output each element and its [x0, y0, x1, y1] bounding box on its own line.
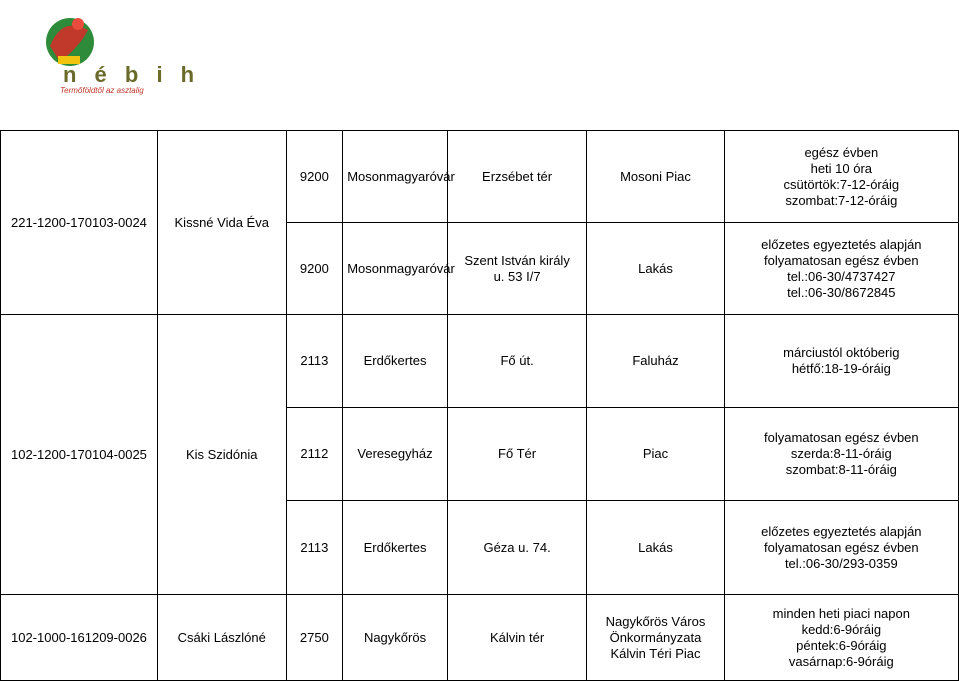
address: Fő Tér — [447, 408, 587, 501]
page-title — [378, 8, 598, 68]
location: Nagykőrös Város Önkormányzata Kálvin Téri Piac — [587, 595, 724, 681]
opening-hours: előzetes egyeztetés alapján folyamatosan egész évben tel.:06-30/293-0359 — [724, 501, 958, 595]
opening-hours: egész évben heti 10 óra csütörtök:7-12-óráig szombat:7-12-óráig — [724, 131, 958, 223]
location: Piac — [587, 408, 724, 501]
registration-id: 102-1000-161209-0026 — [1, 595, 158, 681]
logo-tagline: Termőföldtől az asztalig — [60, 86, 144, 95]
city: Mosonmagyaróvár — [343, 223, 448, 315]
address: Szent István király u. 53 I/7 — [447, 223, 587, 315]
city: Nagykőrös — [343, 595, 448, 681]
zip-code: 2112 — [286, 408, 343, 501]
opening-hours: előzetes egyeztetés alapján folyamatosan egész évben tel.:06-30/4737427 tel.:06-30/8672845 — [724, 223, 958, 315]
opening-hours: minden heti piaci napon kedd:6-9óráig péntek:6-9óráig vasárnap:6-9óráig — [724, 595, 958, 681]
inspector-table — [0, 130, 959, 681]
zip-code: 2113 — [286, 501, 343, 595]
registration-id: 102-1200-170104-0025 — [1, 315, 158, 595]
location: Lakás — [587, 223, 724, 315]
table-row — [1, 131, 959, 223]
location: Mosoni Piac — [587, 131, 724, 223]
title-line-2: 2012. június — [444, 49, 532, 66]
logo-wordmark: n é b i h — [63, 62, 201, 87]
inspector-name: Kis Szidónia — [157, 315, 286, 595]
address: Kálvin tér — [447, 595, 587, 681]
zip-code: 2750 — [286, 595, 343, 681]
zip-code: 2113 — [286, 315, 343, 408]
registration-id: 221-1200-170103-0024 — [1, 131, 158, 315]
location: Faluház — [587, 315, 724, 408]
page-header — [0, 0, 959, 130]
zip-code: 9200 — [286, 131, 343, 223]
inspector-name: Csáki Lászlóné — [157, 595, 286, 681]
table-row — [1, 315, 959, 408]
location: Lakás — [587, 501, 724, 595]
opening-hours: márciustól októberig hétfő:18-19-óráig — [724, 315, 958, 408]
city: Erdőkertes — [343, 315, 448, 408]
zip-code: 9200 — [286, 223, 343, 315]
inspector-name: Kissné Vida Éva — [157, 131, 286, 315]
address: Erzsébet tér — [447, 131, 587, 223]
city: Mosonmagyaróvár — [343, 131, 448, 223]
city: Erdőkertes — [343, 501, 448, 595]
table-row — [1, 595, 959, 681]
address: Fő út. — [447, 315, 587, 408]
city: Veresegyház — [343, 408, 448, 501]
title-line-1: Nyilvántartott gombaszakellenőrök — [414, 9, 562, 46]
opening-hours: folyamatosan egész évben szerda:8-11-óráig szombat:8-11-óráig — [724, 408, 958, 501]
address: Géza u. 74. — [447, 501, 587, 595]
